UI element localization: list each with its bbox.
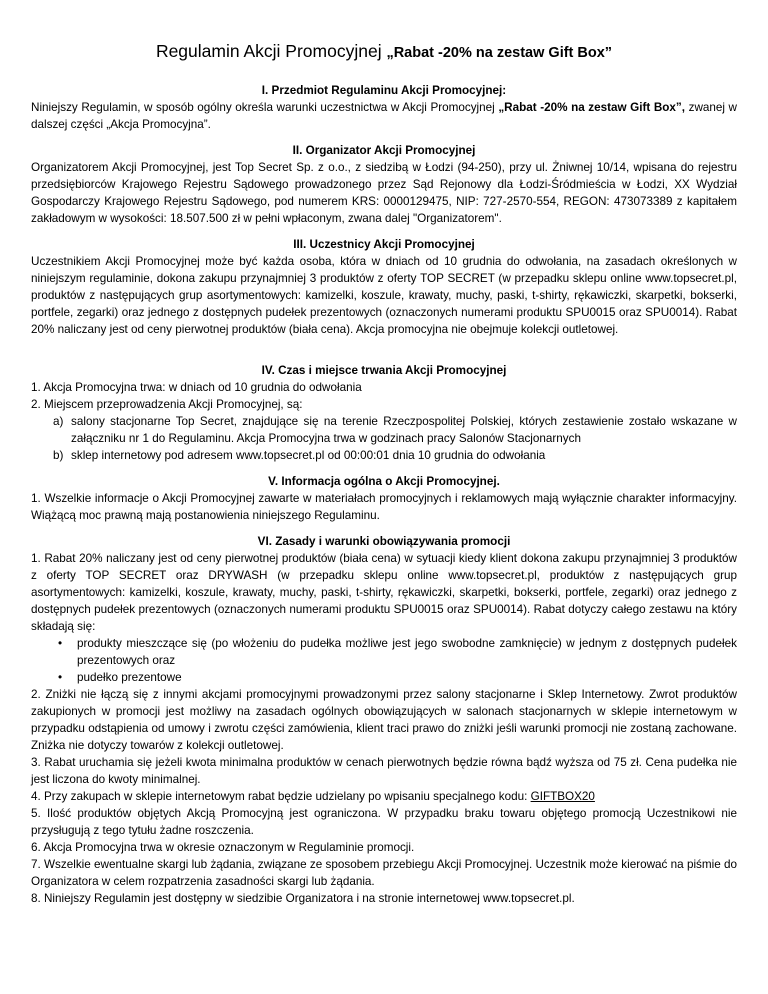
section-6-bullet-1 bbox=[58, 635, 737, 669]
item-a-marker: a) bbox=[53, 415, 64, 428]
section-6-bullet-2 bbox=[58, 669, 737, 686]
section-3-heading: III. Uczestnicy Akcji Promocyjnej bbox=[293, 238, 475, 251]
section-6-point-7: 7. Wszelkie ewentualne skargi lub żądania, związane ze sposobem przebiegu Akcji Promocyjnej. Uczestnik może kierować na piśmie do Organizatora w celem rozpatrzenia zasadności skargi lub żądania. bbox=[31, 858, 737, 888]
section-1-text-a: Niniejszy Regulamin, w sposób ogólny określa warunki uczestnictwa w Akcji Promocyjnej bbox=[31, 101, 499, 114]
bullet-text: pudełko prezentowe bbox=[77, 671, 182, 684]
item-b-marker: b) bbox=[53, 449, 64, 462]
section-6-point-1: 1. Rabat 20% naliczany jest od ceny pierwotnej produktów (biała cena) w sytuacji kiedy klient dokona zakupu przynajmniej 3 produktów z oferty TOP SECRET oraz DRYWASH (w przepadku sklepu online www.topsecret.pl, produktów z następujących grup asortymentowych: kamizelki, koszule, krawaty, muchy, paski, t-shirty, rękawiczki, skarpetki, bokserki, portfele, zegarki) oraz jednego z dostępnych pudełek prezentowych (oznaczonych numerami produktu SPU0015 oraz SPU0014). Rabat dotyczy całego zestawu na który składają się: bbox=[31, 552, 737, 633]
section-6-point-6: 6. Akcja Promocyjna trwa w okresie oznaczonym w Regulaminie promocji. bbox=[31, 841, 415, 854]
section-2-heading: II. Organizator Akcji Promocyjnej bbox=[292, 144, 476, 157]
section-6-point-8: 8. Niniejszy Regulamin jest dostępny w siedzibie Organizatora i na stronie internetowej www.topsecret.pl. bbox=[31, 892, 575, 905]
title-bold: „Rabat -20% na zestaw Gift Box” bbox=[386, 45, 613, 61]
section-4-item-b bbox=[53, 447, 737, 464]
bullet-marker: • bbox=[58, 637, 63, 650]
section-1-text-bold: „Rabat -20% na zestaw Gift Box”, bbox=[498, 101, 686, 114]
document-title bbox=[31, 40, 737, 64]
section-4-point-2: 2. Miejscem przeprowadzenia Akcji Promocyjnej, są: bbox=[31, 398, 303, 411]
section-6-heading: VI. Zasady i warunki obowiązywania promocji bbox=[257, 535, 511, 548]
point-4-text: 4. Przy zakupach w sklepie internetowym rabat będzie udzielany po wpisaniu specjalnego kodu: bbox=[31, 790, 531, 803]
section-4-heading: IV. Czas i miejsce trwania Akcji Promocyjnej bbox=[261, 364, 507, 377]
section-6-point-5: 5. Ilość produktów objętych Akcją Promocyjną jest ograniczona. W przypadku braku towaru objętego promocją Uczestnikowi nie przysługują z tego tytułu żadne roszczenia. bbox=[31, 807, 737, 837]
section-2-text: Organizatorem Akcji Promocyjnej, jest Top Secret Sp. z o.o., z siedzibą w Łodzi (94-250), przy ul. Żniwnej 10/14, wpisana do rejestru przedsiębiorców Krajowego Rejestru Sądowego prowadzonego przez Sąd Rejonowy dla Łodzi-Śródmieścia w Łodzi, XX Wydział Gospodarczy Krajowego Rejestru Sądowego, pod numerem KRS: 0000129475, NIP: 727-2570-554, REGON: 473073389 z kapitałem zakładowym w wysokości: 18.507.500 zł w pełni wpłaconym, zwana dalej "Organizatorem". bbox=[31, 161, 737, 225]
section-1-text-b: zwanej w dalszej części „Akcja Promocyjna”. bbox=[31, 101, 737, 131]
section-6-point-2: 2. Zniżki nie łączą się z innymi akcjami promocyjnymi prowadzonymi przez salony stacjonarne i Sklep Internetowy. Zwrot produktów zakupionych w promocji jest możliwy na zasadach ogólnych obowiązujących w salonach stacjonarnych w sklepie internetowym w przypadku odstąpienia od umowy i zwrotu części zamówienia, klient traci prawo do zniżki jeśli warunki promocji nie zostaną zachowane. Zniżka nie dotyczy towarów z kolekcji outletowej. bbox=[31, 688, 737, 752]
promo-code: GIFTBOX20 bbox=[530, 790, 595, 803]
bullet-text: produkty mieszczące się (po włożeniu do pudełka możliwe jest jego swobodne zamknięcie) w jednym z dostępnych pudełek prezentowych oraz bbox=[77, 637, 737, 667]
section-4-point-1: 1. Akcja Promocyjna trwa: w dniach od 10 grudnia do odwołania bbox=[31, 381, 362, 394]
item-a-text: salony stacjonarne Top Secret, znajdujące się na terenie Rzeczpospolitej Polskiej, których zestawienie zostało wskazane w załączniku nr 1 do Regulaminu. Akcja Promocyjna trwa w godzinach pracy Salonów Stacjonarnych bbox=[71, 415, 737, 445]
section-6-point-3: 3. Rabat uruchamia się jeżeli kwota minimalna produktów w cenach pierwotnych będzie równa bądź wyższa od 75 zł. Cena pudełka nie jest liczona do kwoty minimalnej. bbox=[31, 756, 737, 786]
section-3-text: Uczestnikiem Akcji Promocyjnej może być każda osoba, która w dniach od 10 grudnia do odwołania, na zasadach określonych w niniejszym regulaminie, dokona zakupu przynajmniej 3 produktów z oferty TOP SECRET (w przepadku sklepu online www.topsecret.pl, produktów z następujących grup asortymentowych: kamizelki, koszule, krawaty, muchy, paski, t-shirty, rękawiczki, skarpetki, bokserki, portfele, zegarki) oraz jednego z dostępnych pudełek prezentowych (oznaczonych numerami produktu SPU0015 oraz SPU0014). Rabat 20% naliczany jest od ceny pierwotnej produktów (biała cena). Akcja promocyjna nie obejmuje kolekcji outletowej. bbox=[31, 255, 737, 336]
section-1-heading: I. Przedmiot Regulaminu Akcji Promocyjnej: bbox=[261, 84, 507, 97]
section-6-point-4 bbox=[31, 788, 737, 805]
section-5-heading: V. Informacja ogólna o Akcji Promocyjnej. bbox=[268, 475, 500, 488]
section-4-item-a bbox=[53, 413, 737, 447]
section-1-text bbox=[31, 99, 737, 133]
section-5-text: 1. Wszelkie informacje o Akcji Promocyjnej zawarte w materiałach promocyjnych i reklamowych mają wyłącznie charakter informacyjny. Wiążącą moc prawną mają postanowienia niniejszego Regulaminu. bbox=[31, 492, 737, 522]
bullet-marker: • bbox=[58, 671, 63, 684]
title-text: Regulamin Akcji Promocyjnej bbox=[155, 41, 387, 61]
item-b-text: sklep internetowy pod adresem www.topsecret.pl od 00:00:01 dnia 10 grudnia do odwołania bbox=[71, 449, 546, 462]
